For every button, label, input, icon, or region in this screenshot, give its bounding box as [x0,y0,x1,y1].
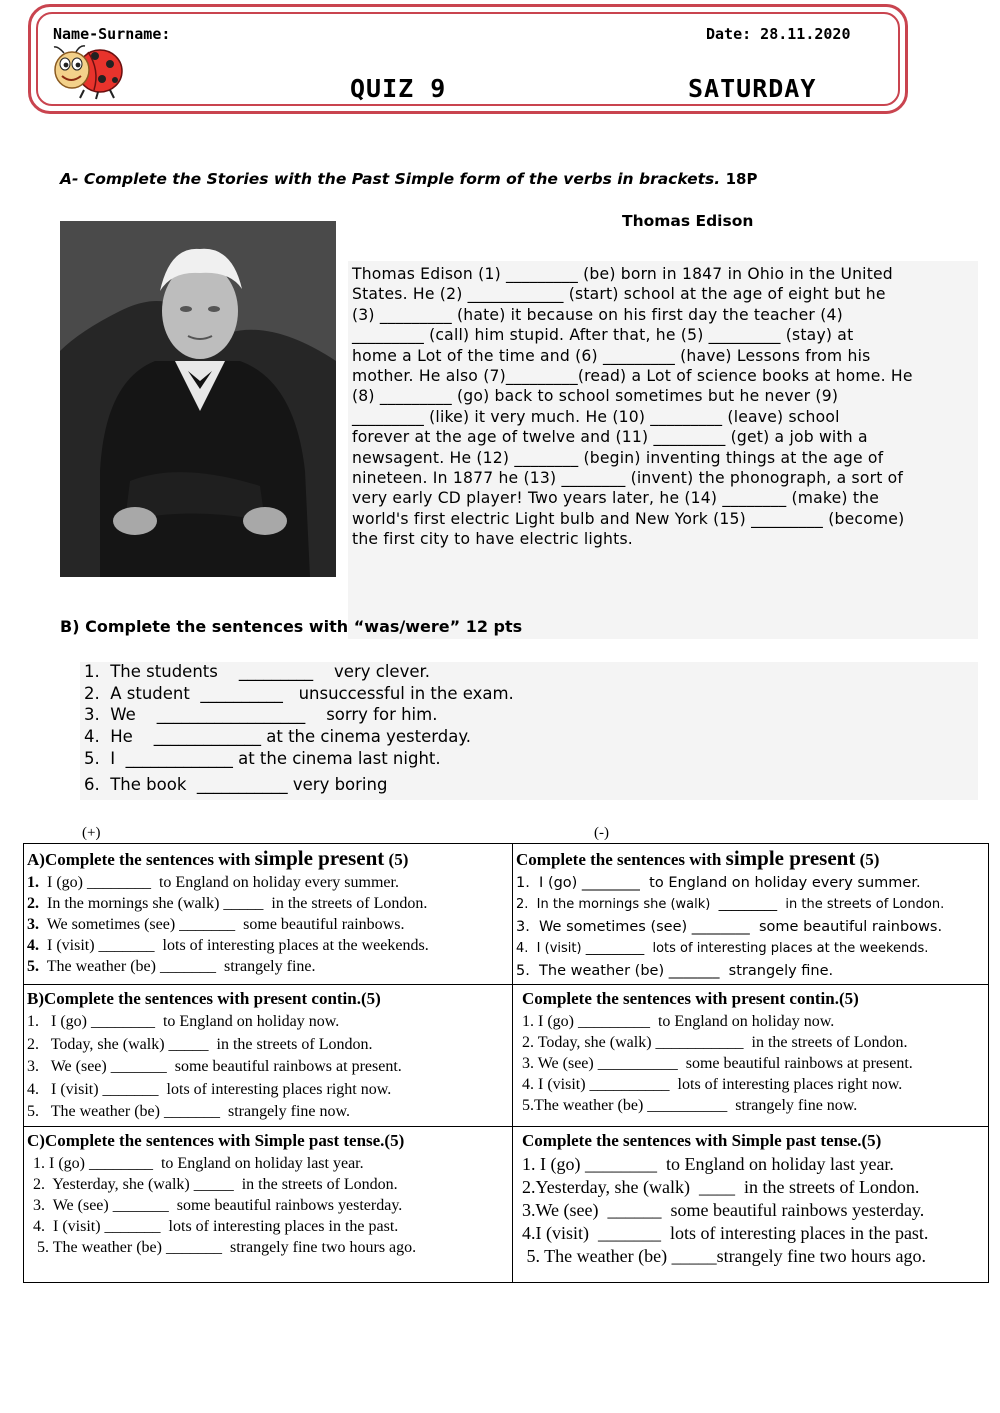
cell-title: C)Complete the sentences with Simple past tense.(5) [27,1130,405,1150]
exercise-line: 3.We (see) ______ some beautiful rainbows yesterday. [522,1199,925,1220]
story-line: _________ (like) it very much. He (10) _________ (leave) school [352,407,840,426]
exercise-line: 4. I (visit) _______ lots of interesting places right now. [27,1080,392,1098]
cell-title: Complete the sentences with simple present (5) [516,846,880,870]
exercise-line: 1. I (go) ________ to England on holiday every summer. [27,874,399,891]
name-label: Name-Surname: [53,25,171,43]
exercise-line: 4.I (visit) _______ lots of interesting places in the past. [522,1222,929,1243]
exercise-line: 1. I (go) _________ to England on holiday now. [522,1013,835,1030]
was-were-item: 4. He _____________ at the cinema yesterday. [84,727,471,746]
simple-present-row [24,844,989,985]
was-were-item: 6. The book ___________ very boring [84,775,388,794]
story-text [352,264,974,550]
present-continuous-row [24,985,989,1127]
exercise-line: 5. The weather (be) _______ strangely fine. [27,958,316,975]
section-b-instruction: B) Complete the sentences with “was/were” 12 pts [60,617,523,636]
exercise-line: 3. We sometimes (see) ________ some beautiful rainbows. [516,919,943,935]
section-a-instruction: A- Complete the Stories with the Past Simple form of the verbs in brackets. 18P [60,170,758,188]
quiz-title: QUIZ 9 [350,74,447,103]
present-continuous-positive-cell [24,985,513,1127]
cell-title: B)Complete the sentences with present contin.(5) [27,989,381,1008]
edison-photo [60,221,336,577]
cell-title: A)Complete the sentences with simple present (5) [27,846,409,870]
simple-present-positive-cell [24,844,513,985]
story-title: Thomas Edison [622,212,754,230]
story-line: forever at the age of twelve and (11) _________ (get) a job with a [352,428,868,447]
exercise-line: 5. The weather (be) _______ strangely fine two hours ago. [33,1238,417,1256]
story-line: Thomas Edison (1) _________ (be) born in 1847 in Ohio in the United [352,265,893,283]
exercise-line: 3. We (see) _______ some beautiful rainbows yesterday. [33,1196,403,1214]
exercise-line: 5. The weather (be) _____strangely fine two hours ago. [522,1245,927,1266]
cell-title: Complete the sentences with Simple past tense.(5) [522,1130,882,1150]
exercise-line: 4. I (visit) __________ lots of interesting places right now. [522,1076,903,1093]
ladybug-icon [50,44,126,100]
negative-column-label: (-) [594,825,609,841]
exercise-line: 2. Today, she (walk) ___________ in the streets of London. [522,1034,908,1051]
was-were-item: 5. I _____________ at the cinema last night. [84,749,441,768]
simple-past-negative-cell [513,1126,989,1282]
day-label: SATURDAY [688,74,817,103]
story-line: home a Lot of the time and (6) _________ (have) Lessons from his [352,346,871,365]
exercise-line: 3. We (see) __________ some beautiful rainbows at present. [522,1055,913,1072]
story-line: mother. He also (7)_________(read) a Lot of science books at home. He [352,367,913,386]
exercise-line: 1. I (go) ________ to England on holiday now. [27,1013,340,1030]
was-were-item: 3. We __________________ sorry for him. [84,705,438,724]
exercise-line: 2. In the mornings she (walk) _________ in the streets of London. [516,897,945,912]
positive-column-label: (+) [82,825,101,841]
exercise-line: 1. I (go) ________ to England on holiday last year. [522,1153,894,1174]
story-line: _________ (call) him stupid. After that, he (5) _________ (stay) at [352,326,854,345]
story-line: newsagent. He (12) ________ (begin) inventing things at the age of [352,448,884,467]
story-line: States. He (2) ____________ (start) school at the age of eight but he [352,285,886,304]
cell-title: Complete the sentences with present contin.(5) [522,989,859,1008]
exercise-line: 1. I (go) ________ to England on holiday every summer. [516,875,921,891]
exercise-line: 2.Yesterday, she (walk) ____ in the streets of London. [522,1176,920,1197]
exercise-line: 5.The weather (be) __________ strangely fine now. [522,1097,858,1114]
story-line: very early CD player! Two years later, he (14) ________ (make) the [352,489,880,508]
was-were-item: 2. A student __________ unsuccessful in the exam. [84,684,514,703]
exercise-line: 5. The weather (be) _______ strangely fine. [516,963,834,979]
exercise-line: 4. I (visit) _______ lots of interesting places in the past. [33,1217,399,1235]
exercise-line: 2. Yesterday, she (walk) _____ in the streets of London. [33,1175,398,1193]
was-were-item: 1. The students _________ very clever. [84,662,430,681]
story-line: (3) _________ (hate) it because on his first day the teacher (4) [352,305,843,324]
exercise-line: 5. The weather (be) _______ strangely fine now. [27,1103,351,1120]
tense-exercise-table [23,843,989,1283]
story-line: the first city to have electric lights. [352,530,633,549]
exercise-line: 4. I (visit) _______ lots of interesting places at the weekends. [27,937,429,954]
exercise-line: 2. In the mornings she (walk) _____ in the streets of London. [27,895,428,912]
exercise-line: 4. I (visit) _________ lots of interesting places at the weekends. [516,941,929,956]
story-line: world's first electric Light bulb and New York (15) _________ (become) [352,509,905,528]
exercise-line: 1. I (go) ________ to England on holiday last year. [33,1154,364,1172]
exercise-line: 2. Today, she (walk) _____ in the streets of London. [27,1035,373,1053]
simple-present-negative-cell [513,844,989,985]
date-label: Date: 28.11.2020 [706,25,851,43]
exercise-line: 3. We sometimes (see) _______ some beautiful rainbows. [27,916,405,933]
simple-past-row [24,1126,989,1282]
exercise-line: 3. We (see) _______ some beautiful rainbows at present. [27,1058,402,1075]
simple-past-positive-cell [24,1126,513,1282]
story-line: (8) _________ (go) back to school sometimes but he never (9) [352,387,839,406]
present-continuous-negative-cell [513,985,989,1127]
story-line: nineteen. In 1877 he (13) ________ (invent) the phonograph, a sort of [352,469,904,488]
